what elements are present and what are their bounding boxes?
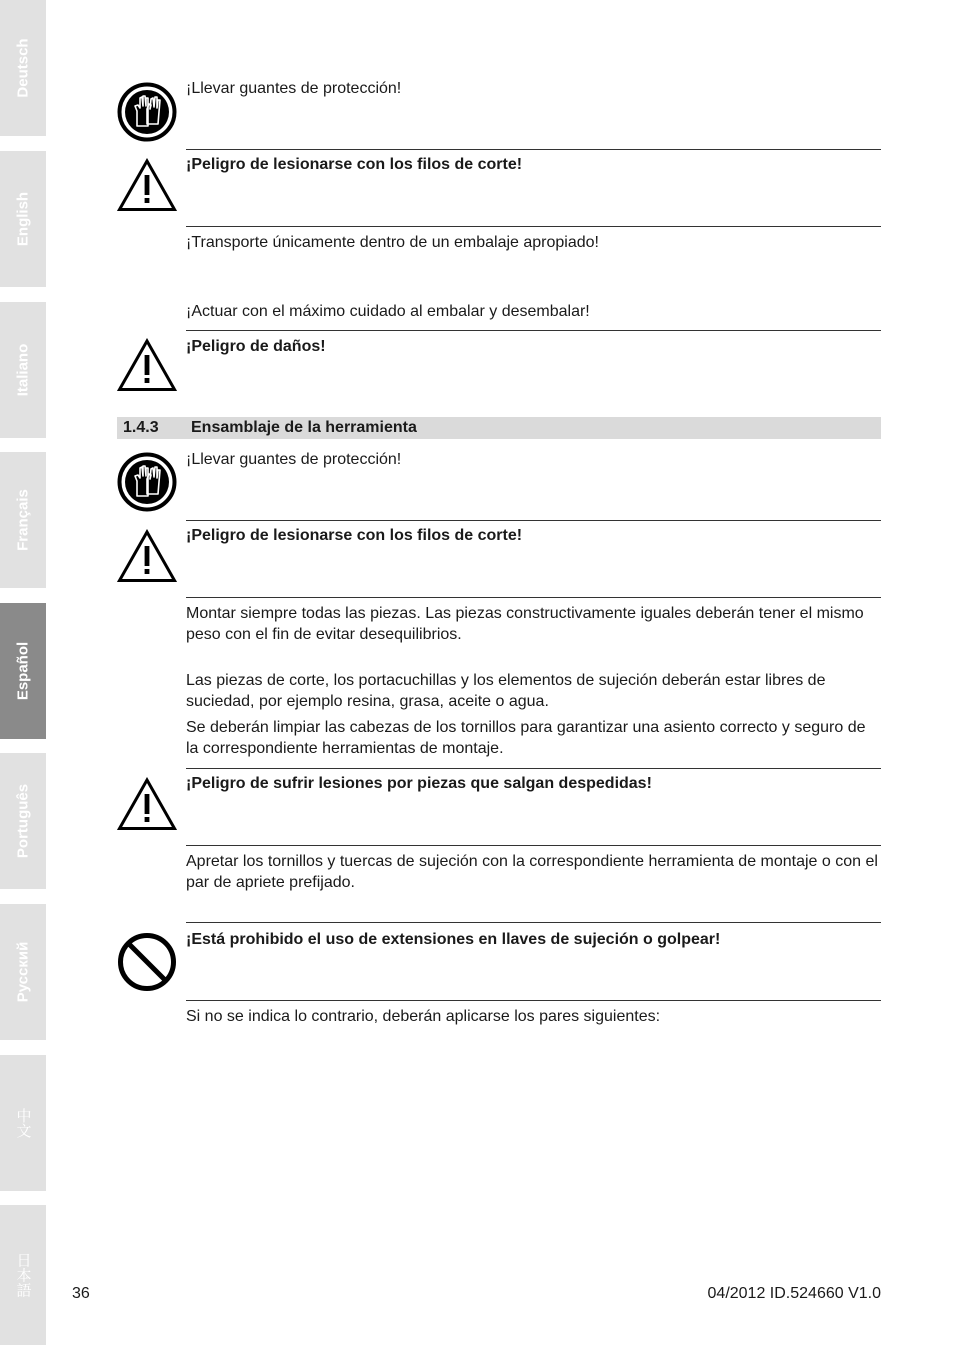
paragraph: Montar siempre todas las piezas. Las piezas constructivamente iguales deberán tener el mismo peso con el fin de evitar desequilibrios. bbox=[186, 605, 864, 643]
warning-text: ¡Peligro de lesionarse con los filos de corte! bbox=[186, 527, 523, 544]
warning-triangle-icon bbox=[117, 777, 177, 831]
divider bbox=[186, 922, 881, 923]
language-tabs bbox=[0, 0, 46, 1345]
tab-chinese[interactable] bbox=[0, 1055, 46, 1191]
tab-label: Русский bbox=[14, 941, 32, 1003]
divider bbox=[186, 768, 881, 769]
divider bbox=[186, 226, 881, 227]
page-number: 36 bbox=[72, 1285, 90, 1302]
tab-deutsch[interactable] bbox=[0, 0, 46, 136]
warning-text: ¡Peligro de lesionarse con los filos de corte! bbox=[186, 156, 523, 173]
tab-label: English bbox=[14, 191, 32, 247]
tab-japanese[interactable] bbox=[0, 1205, 46, 1345]
tab-label: Deutsch bbox=[14, 38, 32, 98]
instruction-text: ¡Transporte únicamente dentro de un embalaje apropiado! bbox=[186, 234, 599, 251]
tab-russian[interactable] bbox=[0, 904, 46, 1040]
prohibited-icon bbox=[117, 932, 177, 992]
tab-label: Português bbox=[14, 783, 32, 859]
paragraph: Apretar los tornillos y tuercas de sujeción con la correspondiente herramienta de montaje o con el par de apriete prefijado. bbox=[186, 853, 878, 891]
section-title: Ensamblaje de la herramienta bbox=[191, 419, 417, 436]
tab-espanol[interactable] bbox=[0, 603, 46, 739]
paragraph: Las piezas de corte, los portacuchillas y los elementos de sujeción deberán estar libres de suciedad, por ejemplo resina, grasa, aceite o agua. bbox=[186, 672, 826, 710]
tab-italiano[interactable] bbox=[0, 302, 46, 438]
tab-label: 日本語 bbox=[14, 1252, 32, 1298]
section-number: 1.4.3 bbox=[123, 419, 159, 436]
tab-label: Italiano bbox=[14, 343, 32, 397]
gloves-icon bbox=[117, 452, 177, 512]
warning-triangle-icon bbox=[117, 529, 177, 583]
paragraph: Si no se indica lo contrario, deberán aplicarse los pares siguientes: bbox=[186, 1008, 661, 1025]
warning-triangle-icon bbox=[117, 338, 177, 392]
divider bbox=[186, 1000, 881, 1001]
document-id: 04/2012 ID.524660 V1.0 bbox=[707, 1285, 881, 1302]
divider bbox=[186, 597, 881, 598]
tab-english[interactable] bbox=[0, 151, 46, 287]
warning-text: ¡Peligro de daños! bbox=[186, 338, 326, 355]
instruction-text: ¡Actuar con el máximo cuidado al embalar y desembalar! bbox=[186, 303, 590, 320]
section-heading bbox=[117, 417, 881, 439]
gloves-icon bbox=[117, 82, 177, 142]
tab-label: Español bbox=[14, 641, 32, 701]
tab-francais[interactable] bbox=[0, 452, 46, 588]
warning-triangle-icon bbox=[117, 158, 177, 212]
paragraph: Se deberán limpiar las cabezas de los tornillos para garantizar una asiento correcto y seguro de la correspondiente herramientas de montaje. bbox=[186, 719, 866, 757]
tab-portugues[interactable] bbox=[0, 753, 46, 889]
tab-label: 中文 bbox=[14, 1108, 32, 1138]
warning-text: ¡Peligro de sufrir lesiones por piezas que salgan despedidas! bbox=[186, 775, 652, 792]
divider bbox=[186, 330, 881, 331]
instruction-text: ¡Llevar guantes de protección! bbox=[186, 80, 402, 97]
instruction-text: ¡Llevar guantes de protección! bbox=[186, 451, 402, 468]
prohibition-text: ¡Está prohibido el uso de extensiones en llaves de sujeción o golpear! bbox=[186, 931, 721, 948]
tab-label: Français bbox=[14, 489, 32, 551]
divider bbox=[186, 520, 881, 521]
divider bbox=[186, 845, 881, 846]
divider bbox=[186, 149, 881, 150]
